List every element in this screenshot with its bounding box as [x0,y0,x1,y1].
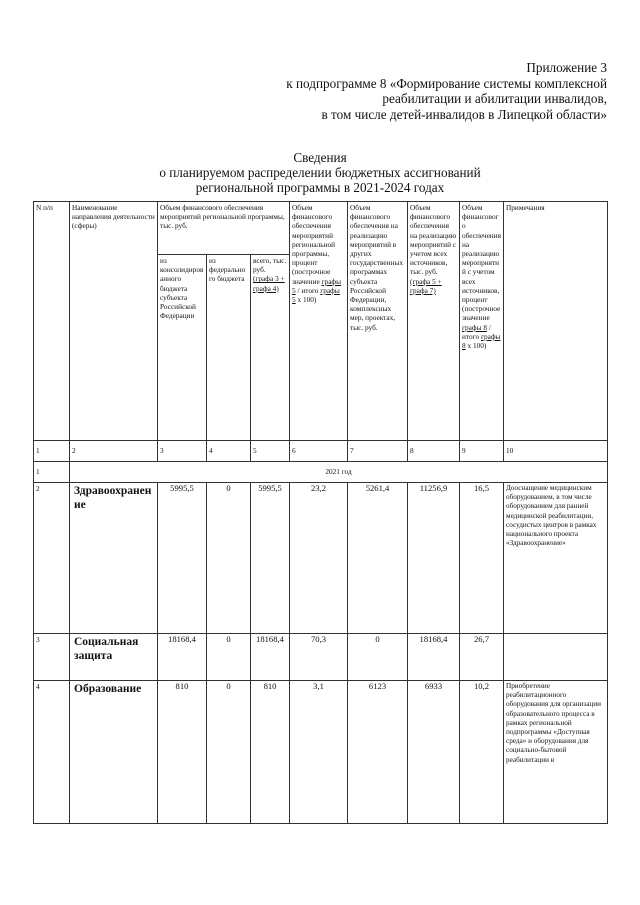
heading-line: о планируемом распределении бюджетных ассигнований [159,165,481,181]
row-value: 18168,4 [408,634,460,681]
row-note [504,634,608,681]
col-number: 10 [504,441,608,462]
row-value: 11256,9 [408,483,460,634]
header-total [408,202,460,441]
col-number: 8 [408,441,460,462]
row-value: 810 [158,681,207,824]
header-share-a-ref2: графы 5 [292,285,340,305]
header-note: Примечания [504,202,608,441]
budget-table [33,201,608,824]
header-total-formula: (графа 5 + графа 7) [410,276,442,295]
row-value: 3,1 [290,681,348,824]
row-value: 18168,4 [158,634,207,681]
row-value: 5261,4 [348,483,408,634]
header-share-b-text: Объем финансового обеспечения на реализацию мероприятий с учетом всех источников, процент (построчное значение [462,203,501,323]
row-value: 23,2 [290,483,348,634]
table-row [34,634,608,681]
col-number: 9 [460,441,504,462]
row-value: 0 [348,634,408,681]
row-value: 16,5 [460,483,504,634]
appendix-line: в том числе детей-инвалидов в Липецкой области» [321,106,607,122]
row-value: 0 [207,681,251,824]
col-number: 4 [207,441,251,462]
appendix-line: к подпрограмме 8 «Формирование системы комплексной [286,75,607,91]
header-volume: Объем финансового обеспечения мероприятий региональной программы, тыс. руб. [158,202,290,255]
col-number: 5 [251,441,290,462]
row-value: 6123 [348,681,408,824]
row-name: Образование [70,681,158,824]
header-name: Наименование направления деятельности (сферы) [70,202,158,441]
header-other: Объем финансового обеспечения на реализацию мероприятий в других государственных программах субъекта Российской Федерации, комплексных мер, проектах, тыс. руб. [348,202,408,441]
row-value: 6933 [408,681,460,824]
document-heading [0,150,640,196]
col-number: 7 [348,441,408,462]
row-n: 4 [34,681,70,824]
header-total-text: Объем финансового обеспечения на реализацию мероприятий с учетом всех источников, тыс. руб. [410,203,457,277]
subheader-consolidated: из консолидированного бюджета субъекта Российской Федерации [158,255,207,441]
header-n: N п/п [34,202,70,441]
col-number: 1 [34,441,70,462]
header-share-a-text: Объем финансового обеспечения мероприятий региональной программы, процент (построчное значение [292,203,336,286]
col-number: 3 [158,441,207,462]
row-value: 0 [207,634,251,681]
year-row-n: 1 [34,462,70,483]
row-value: 810 [251,681,290,824]
column-number-row [34,441,608,462]
header-row [34,202,608,255]
appendix-line: реабилитации и абилитации инвалидов, [382,91,607,106]
subheader-federal: из федерального бюджета [207,255,251,441]
row-value: 5995,5 [251,483,290,634]
header-share-b-end: х 100) [467,341,487,351]
subheader-total [251,255,290,441]
table-row [34,681,608,824]
header-share-a-end: х 100) [297,295,317,305]
row-value: 5995,5 [158,483,207,634]
subheader-total-text: всего, тыс. руб. [253,256,287,275]
row-value: 10,2 [460,681,504,824]
header-share-a [290,202,348,441]
heading-title: Сведения [293,150,347,165]
row-n: 3 [34,634,70,681]
heading-line: региональной программы в 2021-2024 годах [195,180,445,196]
row-note: Дооснащение медицинским оборудованием, в том числе оборудованием для ранней медицинской реабилитации, сосудистых центров в рамках национального проекта «Здравоохранение» [504,483,608,634]
header-share-b-mid: / итого [462,322,491,341]
table-row [34,483,608,634]
col-number: 6 [290,441,348,462]
row-n: 2 [34,483,70,634]
row-value: 0 [207,483,251,634]
header-share-b-ref1: графы 8 [462,322,487,332]
row-value: 70,3 [290,634,348,681]
header-share-b-ref2: графы 8 [462,331,501,351]
subheader-total-formula: (графа 3 + графа 4) [253,274,285,293]
year-label: 2021 год [70,462,608,483]
row-note: Приобретение реабилитационного оборудования для организации образовательного процесса в рамках региональной подпрограммы «Доступная среда» и оборудования для социально-бытовой реабилитации в [504,681,608,824]
row-value: 18168,4 [251,634,290,681]
row-name: Социальная защита [70,634,158,681]
appendix-block [187,60,607,122]
header-share-a-mid: / итого [297,285,319,295]
row-name: Здравоохранение [70,483,158,634]
year-row [34,462,608,483]
header-share-a-ref1: графы 5 [292,276,342,295]
appendix-line: Приложение 3 [526,60,607,75]
header-share-b [460,202,504,441]
col-number: 2 [70,441,158,462]
row-value: 26,7 [460,634,504,681]
